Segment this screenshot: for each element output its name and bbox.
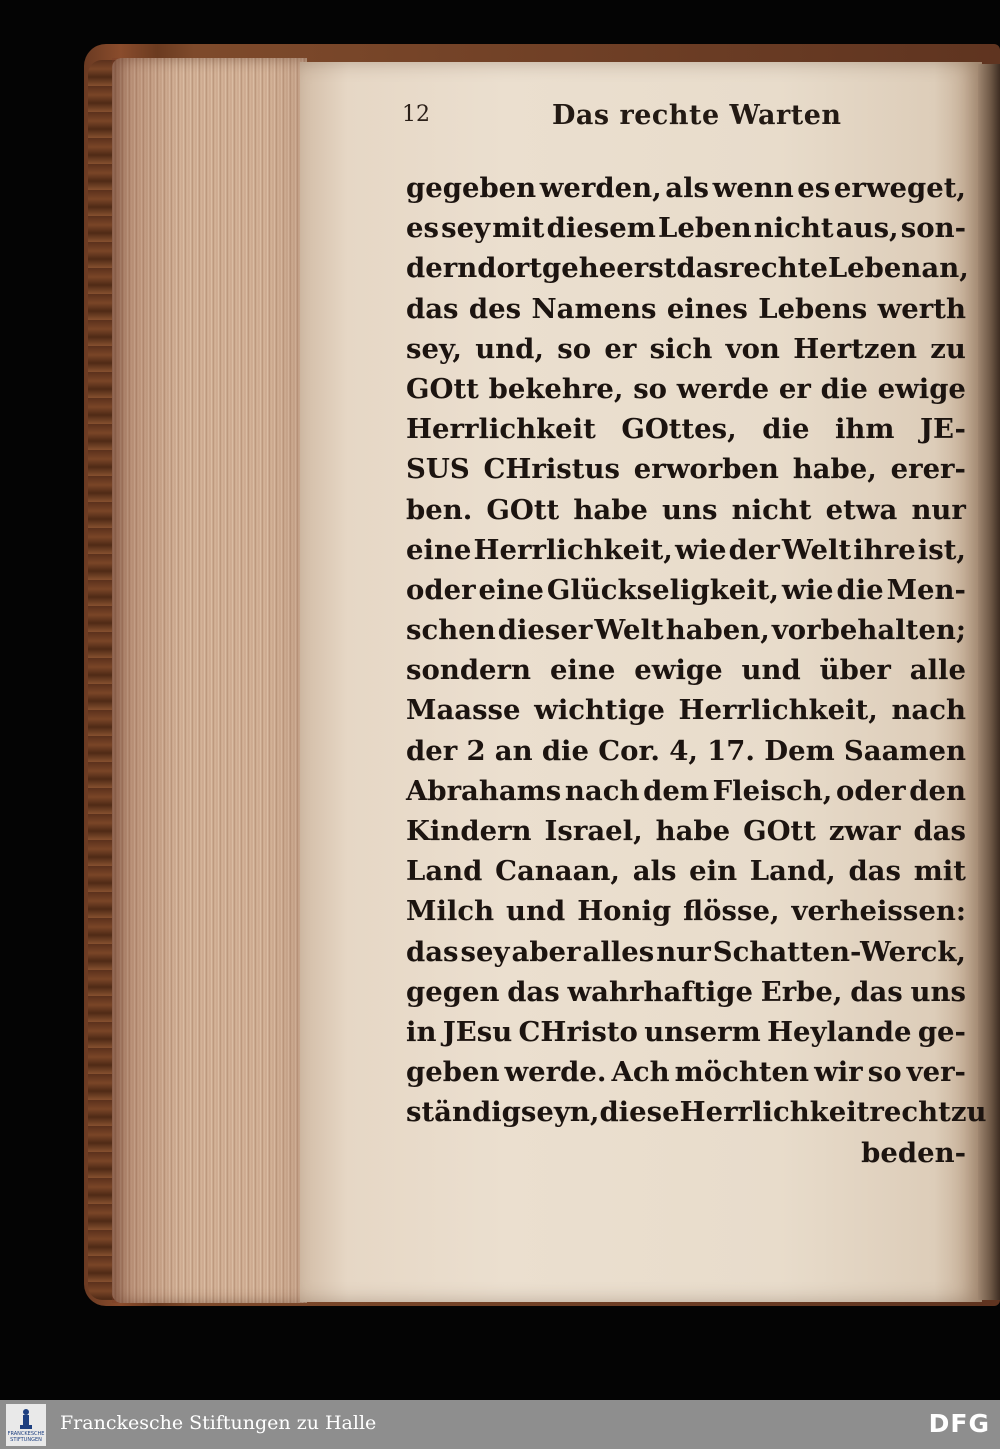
word: des [468, 292, 522, 325]
word: nur [911, 493, 966, 526]
word: Dem [764, 734, 835, 767]
text-line [406, 1052, 966, 1092]
word: JE- [920, 413, 966, 446]
catchword-line [406, 1133, 966, 1173]
word: an [494, 734, 533, 767]
institution-logo[interactable] [6, 1404, 46, 1446]
word: bekehre, [488, 372, 624, 405]
text-line [406, 329, 966, 369]
word: ständig [406, 1096, 521, 1129]
word: die [836, 573, 884, 606]
word: das [848, 855, 901, 888]
text-line [406, 851, 966, 891]
word: es [797, 172, 831, 204]
word: aus, [835, 212, 899, 245]
word: eine [549, 654, 616, 687]
word: das [406, 292, 459, 325]
body-text [406, 168, 987, 1173]
word: möchten [674, 1056, 810, 1089]
word: wir [814, 1056, 863, 1089]
text-line [406, 650, 966, 690]
word: sich [649, 332, 713, 365]
word: geben [406, 1056, 500, 1089]
word: wahrhaftige [567, 975, 753, 1008]
word: Leben [827, 252, 922, 285]
word: mit [913, 855, 966, 888]
word: nur [656, 935, 711, 968]
word: an, [921, 252, 969, 285]
word: CHristus [483, 453, 620, 486]
word: alles [582, 935, 655, 968]
word: Fleisch, [712, 774, 833, 807]
word: Glückseligkeit, [546, 573, 779, 606]
text-line [406, 731, 966, 771]
word: SUS [406, 453, 470, 486]
page-number: 12 [402, 102, 430, 127]
word: haben, [665, 614, 770, 647]
word: nach [891, 694, 966, 727]
word: der [728, 533, 780, 566]
word: so [633, 372, 668, 405]
word: Hertzen [793, 332, 917, 365]
word: etwa [825, 493, 898, 526]
word: Cor. [598, 734, 660, 767]
word: und [741, 654, 801, 687]
word: gegeben [406, 172, 537, 204]
word: und [506, 895, 566, 928]
dfg-logo[interactable]: DFG [928, 1409, 990, 1438]
word: gehe [541, 252, 617, 285]
word: GOtt [406, 372, 479, 405]
word: diese [599, 1096, 680, 1129]
word: er [604, 332, 637, 365]
word: ben. [406, 493, 473, 526]
text-line [406, 690, 966, 730]
running-head [402, 100, 962, 140]
word: dern [406, 252, 478, 285]
word: das [913, 815, 966, 847]
footer-bar [0, 1400, 1000, 1449]
word: zu [930, 332, 966, 365]
word: dieser [497, 614, 593, 647]
word: ist, [917, 533, 966, 566]
word: uns [662, 493, 718, 526]
word: ewige [877, 372, 966, 405]
word: verheissen: [791, 895, 966, 928]
word: das [406, 935, 459, 968]
word: sey [460, 935, 510, 968]
text-line [406, 891, 966, 931]
text-line [406, 449, 966, 489]
text-line [406, 208, 966, 248]
word: JEsu [442, 1015, 513, 1048]
word: ewige [634, 654, 723, 687]
institution-name[interactable]: Franckesche Stiftungen zu Halle [60, 1412, 377, 1434]
word: Herrlichkeit [406, 413, 596, 446]
text-line [406, 932, 966, 972]
word: als [632, 855, 677, 888]
text-line [406, 1092, 987, 1132]
word: in [406, 1015, 437, 1048]
word: erworben [633, 453, 779, 486]
word: mit [492, 212, 545, 245]
text-line [406, 168, 966, 208]
word: flösse, [683, 895, 780, 928]
page-edges [112, 58, 307, 1303]
word: GOtt [743, 815, 816, 847]
word: zwar [828, 815, 901, 847]
word: unserm [644, 1015, 761, 1048]
word: als [665, 172, 709, 204]
word: Leben [658, 212, 752, 245]
word: das [676, 252, 729, 285]
word: eine [406, 533, 472, 566]
word: werth [877, 292, 966, 325]
text-line [406, 369, 966, 409]
word: die [762, 413, 810, 446]
word: dem [643, 774, 709, 807]
text-line [406, 490, 966, 530]
word: wie [781, 573, 834, 606]
word: Schatten-Werck, [712, 935, 966, 968]
text-line [406, 248, 969, 288]
word: Kindern [406, 815, 532, 847]
word: Land [406, 855, 483, 888]
word: rechte [728, 252, 828, 285]
word: habe [655, 815, 731, 847]
word: Ach [611, 1056, 670, 1089]
word: ge- [917, 1015, 966, 1048]
text-line [406, 409, 966, 449]
word: nach [564, 774, 640, 807]
word: Maasse [406, 694, 521, 727]
word: das [507, 975, 560, 1008]
word: ihm [834, 413, 895, 446]
word: Herrlichkeit [679, 1096, 870, 1129]
word: sondern [406, 654, 532, 687]
word: Abrahams [406, 774, 562, 807]
word: so [557, 332, 592, 365]
statue-icon [20, 1407, 32, 1429]
word: Lebens [758, 292, 868, 325]
word: 17. [707, 734, 755, 767]
word: Welt [594, 614, 664, 647]
word: von [725, 332, 780, 365]
text-line [406, 811, 966, 851]
word: erer- [890, 453, 966, 486]
word: 4, [669, 734, 698, 767]
word: nicht [731, 493, 812, 526]
word: dort [477, 252, 542, 285]
word: werden, [539, 172, 662, 204]
word: habe, [792, 453, 877, 486]
word: erweget, [833, 172, 966, 204]
word: zu [950, 1096, 987, 1129]
word: ver- [906, 1056, 966, 1089]
word: Welt [781, 533, 852, 566]
word: wichtige [534, 694, 665, 727]
text-line [406, 972, 966, 1012]
word: das [850, 975, 903, 1008]
word: ihre [853, 533, 916, 566]
text-line [406, 570, 966, 610]
logo-caption: FRANCKESCHE STIFTUNGEN [7, 1431, 45, 1443]
word: Namens [531, 292, 657, 325]
word: sey [441, 212, 491, 245]
word: recht [869, 1096, 951, 1129]
word: GOtt [486, 493, 560, 526]
word: Canaan, [495, 855, 620, 888]
word: schen [406, 614, 496, 647]
word: vorbehalten; [771, 614, 966, 647]
word: Milch [406, 895, 495, 928]
word: der [406, 734, 458, 767]
word: ein [689, 855, 738, 888]
word: oder [836, 774, 906, 807]
word: CHristo [518, 1015, 638, 1048]
word: Israel, [544, 815, 643, 847]
word: erst [616, 252, 677, 285]
word: GOttes, [621, 413, 737, 446]
text-line [406, 530, 966, 570]
word: 2 [466, 734, 486, 767]
word: habe [573, 493, 648, 526]
word: seyn, [520, 1096, 600, 1129]
word: werde. [504, 1056, 607, 1089]
text-line [406, 771, 966, 811]
running-title: Das rechte Warten [552, 100, 842, 131]
word: gegen [406, 975, 500, 1008]
text-line [406, 1012, 966, 1052]
word: er [778, 372, 811, 405]
word: so [867, 1056, 902, 1089]
word: Land, [749, 855, 836, 888]
word: uns [910, 975, 966, 1008]
word: diesem [546, 212, 656, 245]
word: Herrlichkeit, [473, 533, 673, 566]
word: die [541, 734, 589, 767]
word: eines [666, 292, 748, 325]
word: werde [676, 372, 770, 405]
word: son- [900, 212, 966, 245]
word: über [819, 654, 891, 687]
word: wenn [712, 172, 794, 204]
word: alle [909, 654, 966, 687]
word: es [406, 212, 439, 245]
word: sey, [406, 332, 462, 365]
word: nicht [753, 212, 834, 245]
word: den [909, 774, 966, 807]
text-line [406, 289, 966, 329]
word: die [820, 372, 868, 405]
word: Honig [577, 895, 672, 928]
word: oder [406, 573, 476, 606]
word: eine [478, 573, 544, 606]
word: aber [511, 935, 581, 968]
word: und, [475, 332, 544, 365]
word: Herrlichkeit, [678, 694, 878, 727]
word: Heylande [767, 1015, 912, 1048]
word: Men- [886, 573, 966, 606]
word: Erbe, [760, 975, 843, 1008]
text-line [406, 610, 966, 650]
word: wie [674, 533, 727, 566]
word: Saamen [843, 734, 966, 767]
catchword: beden- [861, 1136, 966, 1169]
